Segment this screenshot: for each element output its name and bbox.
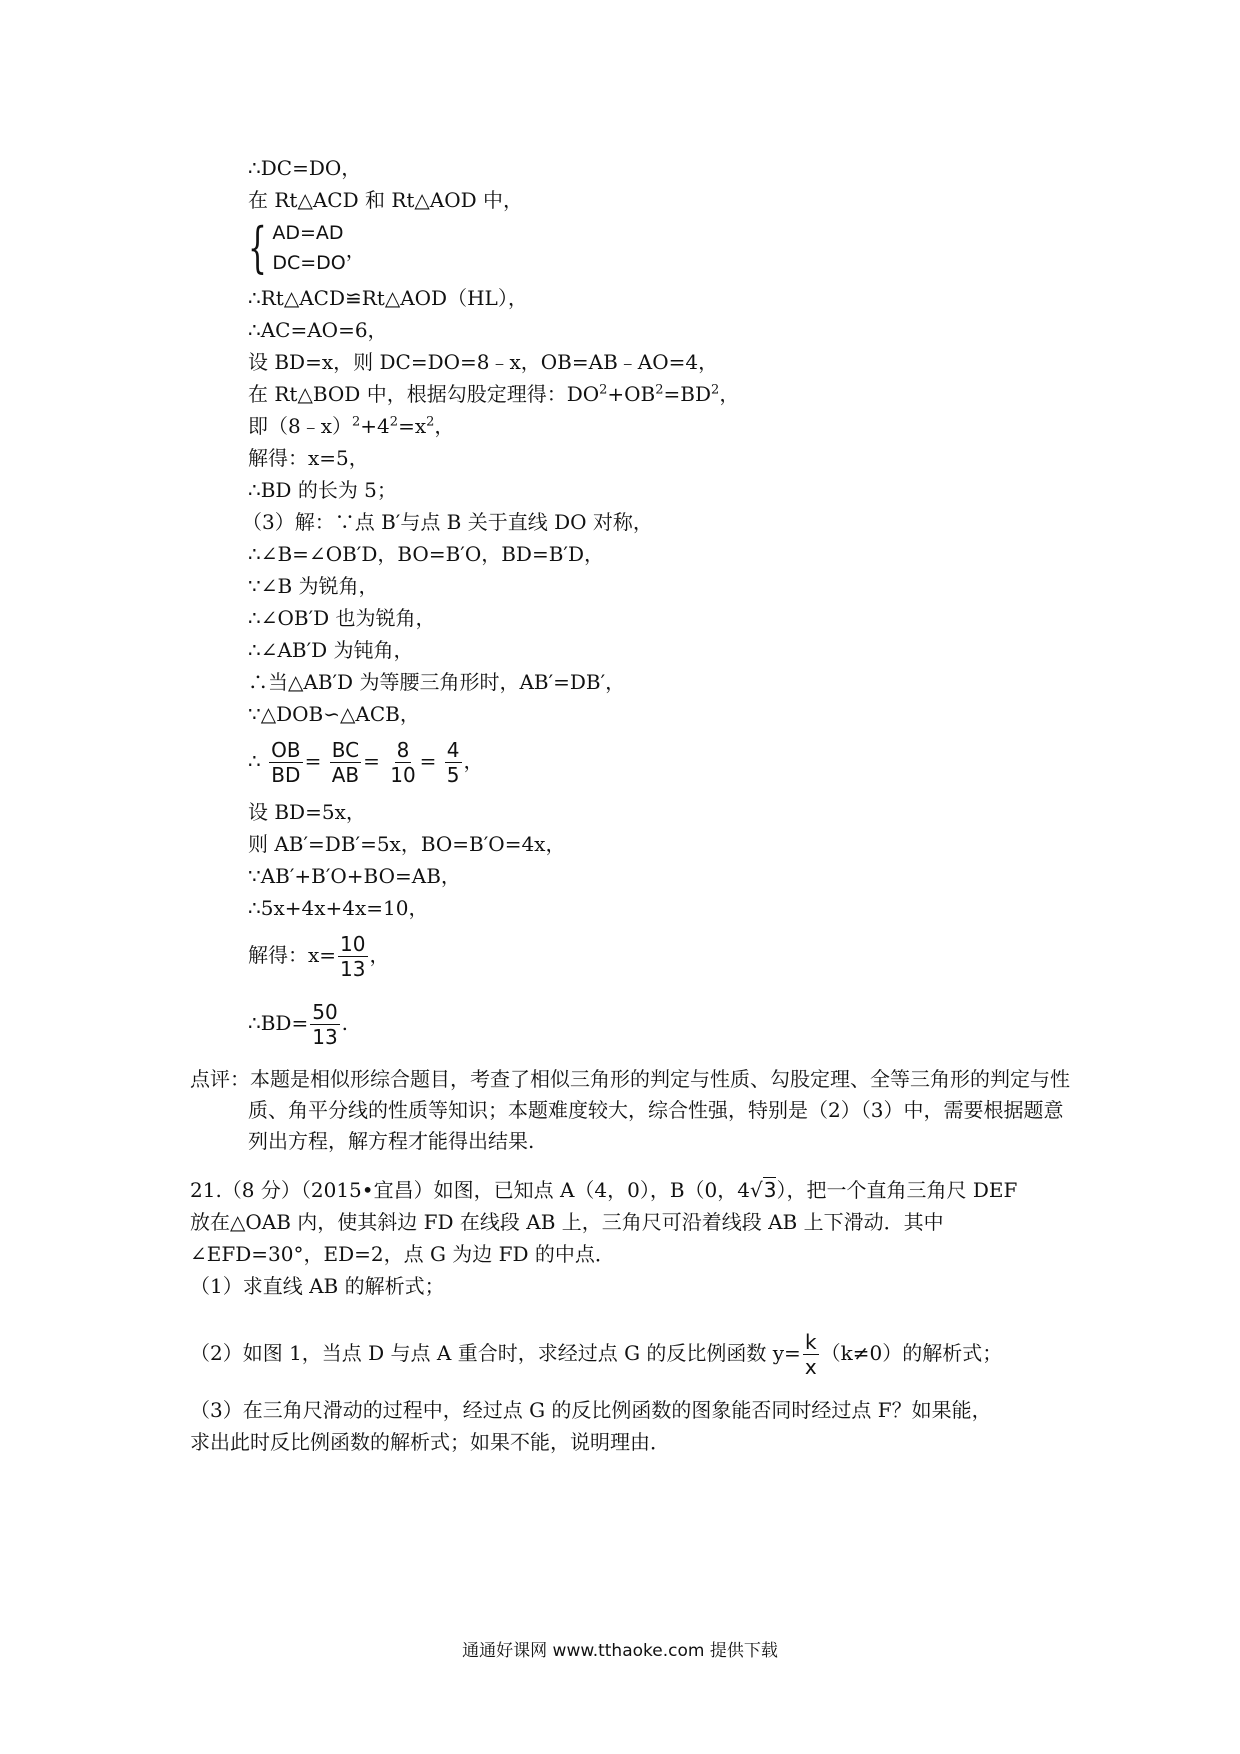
- system-row: DC=DO: [272, 252, 346, 274]
- comment-text: 点评：本题是相似形综合题目，考查了相似三角形的判定与性质、勾股定理、全等三角形的判定与性质、角平分线的性质等知识；本题难度较大，综合性强，特别是（2）（3）中，需要根据题意列出方程，解方程才能得出结果.: [190, 1067, 1070, 1153]
- question-3-cont: 求出此时反比例函数的解析式；如果不能，说明理由．: [190, 1430, 670, 1454]
- fraction: $\frac{BC}{AB}$: [331, 738, 360, 787]
- fraction: $\frac{10}{13}$: [340, 932, 366, 981]
- system-comma: ，: [345, 237, 366, 262]
- line: ∴5x+4x+4x=10，: [248, 896, 429, 920]
- problem-line: 21.（8 分）（2015•宜昌）如图，已知点 A（4，0），B（0，4√3），把一个直角三角尺 DEF: [190, 1178, 1018, 1202]
- brace: {: [248, 216, 267, 279]
- fraction-line: 解得：x= $\frac{10}{13}$ ，: [248, 932, 390, 981]
- line: 在 Rt△ACD 和 Rt△AOD 中，: [248, 188, 524, 212]
- footer-text: 通通好课网 www.tthaoke.com 提供下载: [462, 1641, 778, 1661]
- fraction: $\frac{4}{5}$: [446, 738, 460, 787]
- line: ∴Rt△ACD≌Rt△AOD（HL），: [248, 286, 528, 310]
- line: 设 BD=x，则 DC=DO=8﹣x，OB=AB﹣AO=4，: [248, 350, 719, 374]
- line: ∵∠B 为锐角，: [248, 574, 379, 598]
- problem-line: 放在△OAB 内，使其斜边 FD 在线段 AB 上，三角尺可沿着线段 AB 上下滑动．其中: [190, 1210, 944, 1234]
- fraction: $\frac{OB}{BD}$: [271, 738, 301, 787]
- comment-block: [190, 1064, 1070, 1157]
- line: （3）解：∵点 B′与点 B 关于直线 DO 对称，: [242, 510, 653, 534]
- line: ∵AB′+B′O+BO=AB，: [248, 864, 461, 888]
- line: ∵△DOB∽△ACB，: [248, 702, 420, 726]
- square-root: √3: [749, 1178, 777, 1202]
- line: ∴∠OB′D 也为锐角，: [248, 606, 436, 630]
- line: 则 AB′=DB′=5x，BO=B′O=4x，: [248, 832, 566, 856]
- question-1: （1）求直线 AB 的解析式；: [190, 1274, 445, 1298]
- problem-line: ∠EFD=30°，ED=2，点 G 为边 FD 的中点．: [190, 1242, 615, 1266]
- fraction: $\frac{8}{10}$: [390, 738, 416, 787]
- question-2: （2）如图 1，当点 D 与点 A 重合时，求经过点 G 的反比例函数 y= $\frac{k}{x}$ （k≠0）的解析式；: [190, 1330, 1003, 1379]
- line: ∴DC=DO，: [248, 156, 362, 180]
- line: 在 Rt△BOD 中，根据勾股定理得：$DO^2+OB^2=BD^2$，: [248, 382, 740, 406]
- line: ∴当△AB′D 为等腰三角形时，AB′=DB′，: [248, 670, 626, 694]
- question-3: （3）在三角尺滑动的过程中，经过点 G 的反比例函数的图象能否同时经过点 F？如果能，: [190, 1398, 992, 1422]
- line: 即$(8﹣x)^2+4^2=x^2$，: [248, 414, 455, 438]
- line: 解得：x=5，: [248, 446, 369, 470]
- fraction: $\frac{50}{13}$: [312, 1000, 338, 1049]
- line: 设 BD=5x，: [248, 800, 366, 824]
- fraction-line: ∴ $\frac{OB}{BD}$ = $\frac{BC}{AB}$ = $\frac{8}{10}$ = $\frac{4}{5}$ ，: [248, 738, 484, 787]
- equation-system: [248, 216, 366, 280]
- line: ∴BD 的长为 5；: [248, 478, 397, 502]
- fraction: $\frac{k}{x}$: [804, 1330, 817, 1379]
- line: ∴∠AB′D 为钝角，: [248, 638, 414, 662]
- line: ∴AC=AO=6，: [248, 318, 388, 342]
- system-row: AD=AD: [272, 222, 344, 244]
- fraction-line: ∴BD= $\frac{50}{13}$ .: [248, 1000, 349, 1049]
- line: ∴∠B=∠OB′D，BO=B′O，BD=B′D，: [248, 542, 604, 566]
